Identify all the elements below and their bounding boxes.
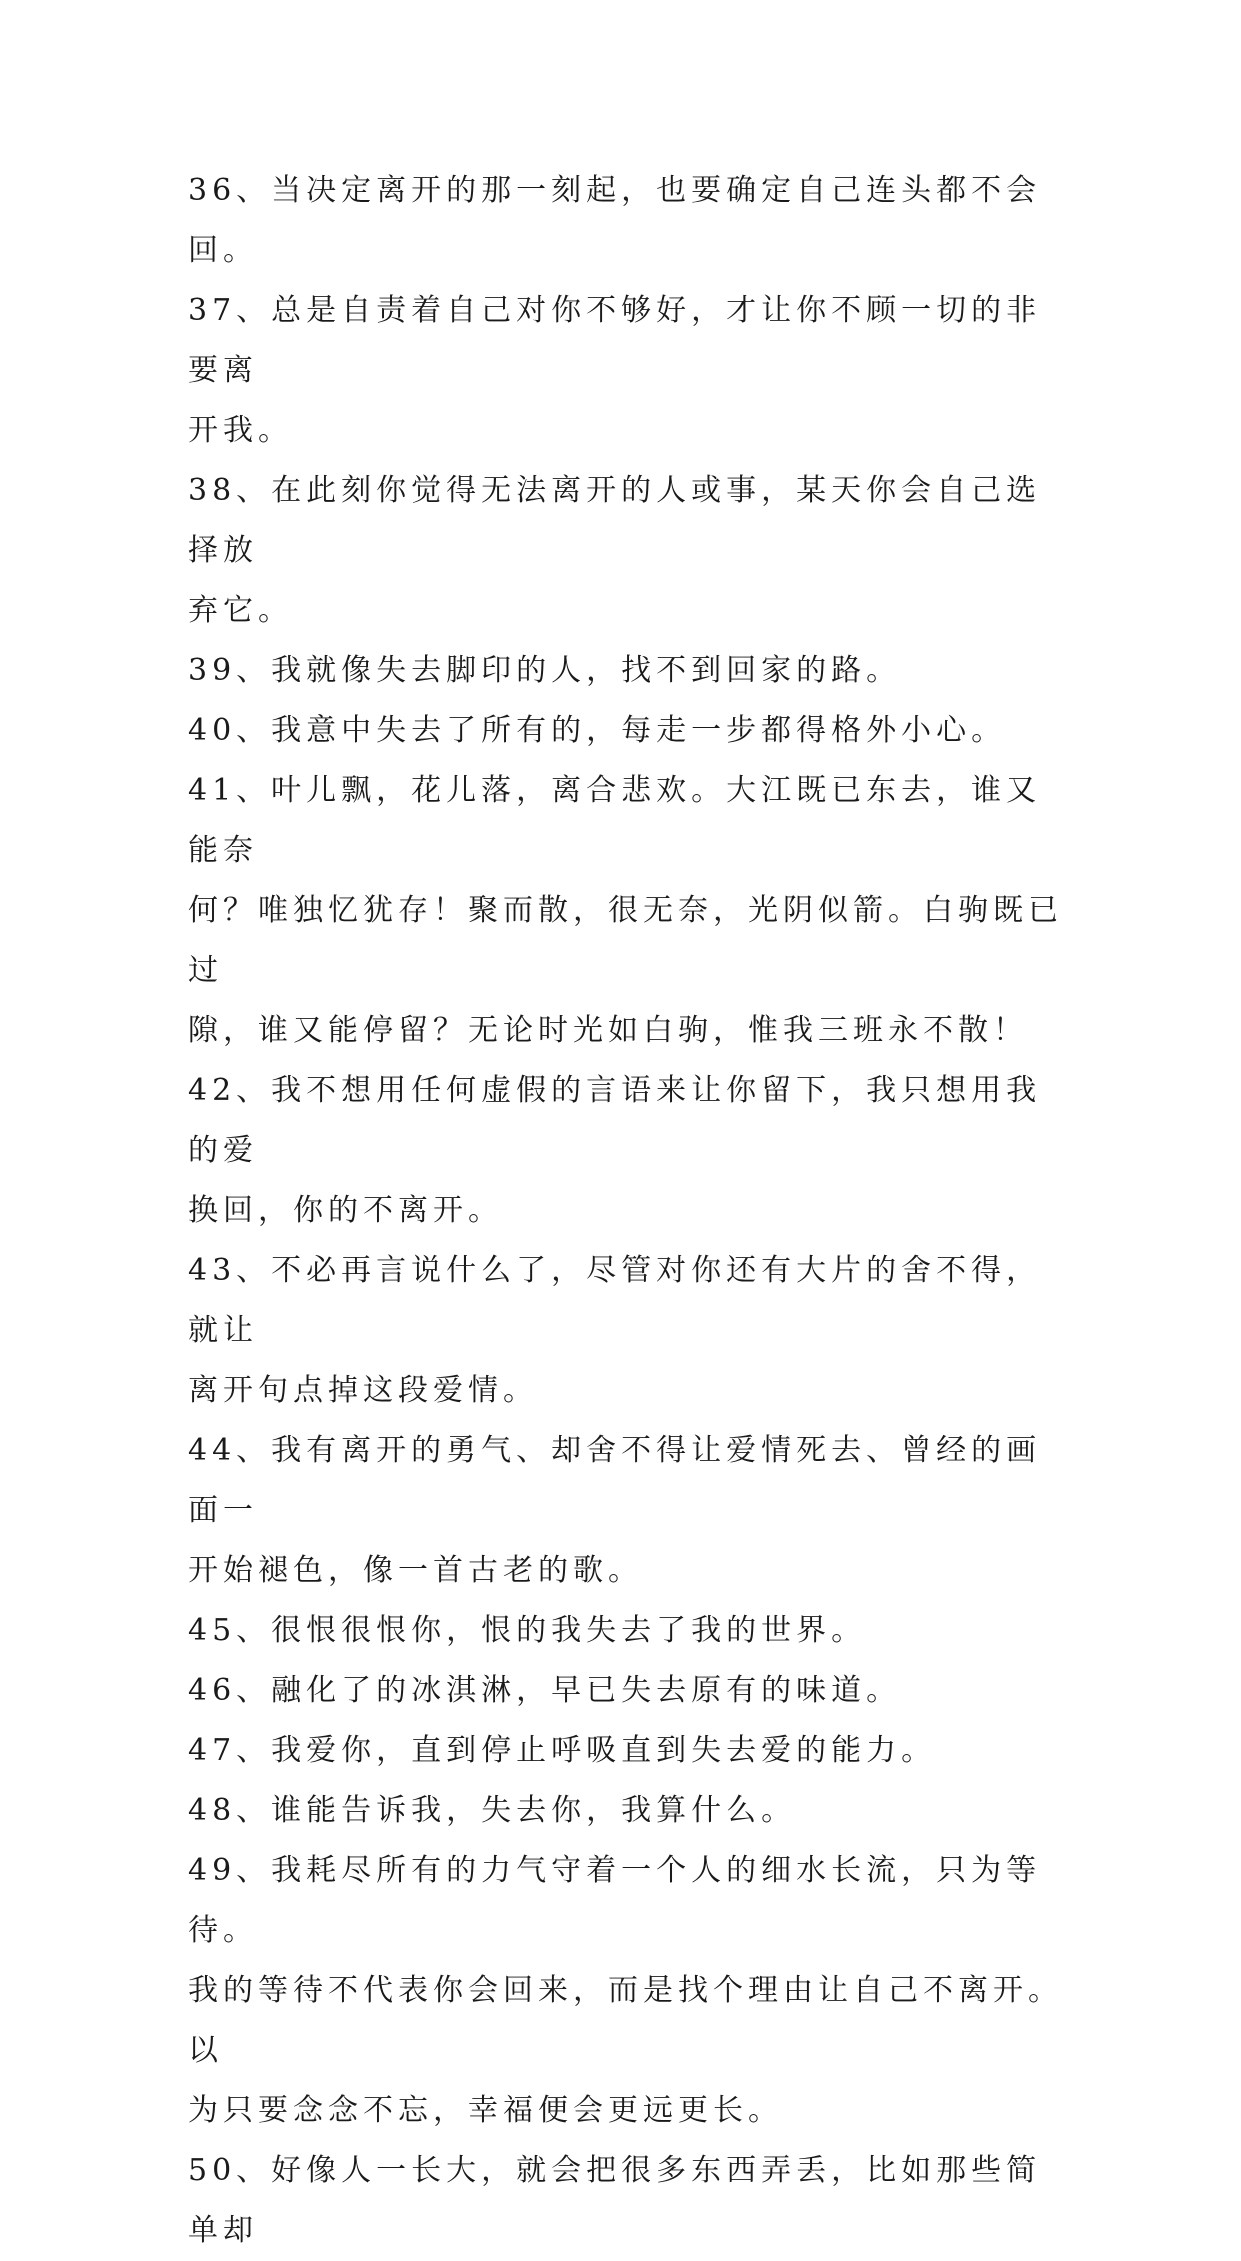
text-line: 39、我就像失去脚印的人，找不到回家的路。 <box>188 653 902 688</box>
text-line: 换回，你的不离开。 <box>188 1193 503 1228</box>
text-line: 离开句点掉这段爱情。 <box>188 1373 538 1408</box>
document-body <box>188 161 1068 2261</box>
text-line: 开始褪色，像一首古老的歌。 <box>188 1553 643 1588</box>
text-line: 38、在此刻你觉得无法离开的人或事，某天你会自己选择放 <box>188 473 1042 568</box>
text-line: 36、当决定离开的那一刻起，也要确定自己连头都不会回。 <box>188 173 1042 268</box>
text-line: 48、谁能告诉我，失去你，我算什么。 <box>188 1793 797 1828</box>
text-line: 41、叶儿飘，花儿落，离合悲欢。大江既已东去，谁又能奈 <box>188 773 1042 868</box>
text-line: 我的等待不代表你会回来，而是找个理由让自己不离开。以 <box>188 1973 1063 2068</box>
text-line: 隙，谁又能停留？无论时光如白驹，惟我三班永不散！ <box>188 1013 1028 1048</box>
text-line: 46、融化了的冰淇淋，早已失去原有的味道。 <box>188 1673 902 1708</box>
text-line: 47、我爱你，直到停止呼吸直到失去爱的能力。 <box>188 1733 937 1768</box>
text-line: 42、我不想用任何虚假的言语来让你留下，我只想用我的爱 <box>188 1073 1042 1168</box>
text-line: 为只要念念不忘，幸福便会更远更长。 <box>188 2093 783 2128</box>
text-line: 50、好像人一长大，就会把很多东西弄丢，比如那些简单却 <box>188 2153 1042 2248</box>
text-line: 45、很恨很恨你，恨的我失去了我的世界。 <box>188 1613 867 1648</box>
text-line: 40、我意中失去了所有的，每走一步都得格外小心。 <box>188 713 1007 748</box>
text-line: 49、我耗尽所有的力气守着一个人的细水长流，只为等待。 <box>188 1853 1042 1948</box>
text-line: 37、总是自责着自己对你不够好，才让你不顾一切的非要离 <box>188 293 1042 388</box>
text-line: 开我。 <box>188 413 293 448</box>
text-line: 何？唯独忆犹存！聚而散，很无奈，光阴似箭。白驹既已过 <box>188 893 1063 988</box>
text-line: 44、我有离开的勇气、却舍不得让爱情死去、曾经的画面一 <box>188 1433 1042 1528</box>
text-line: 43、不必再言说什么了，尽管对你还有大片的舍不得，就让 <box>188 1253 1042 1348</box>
text-line: 弃它。 <box>188 593 293 628</box>
